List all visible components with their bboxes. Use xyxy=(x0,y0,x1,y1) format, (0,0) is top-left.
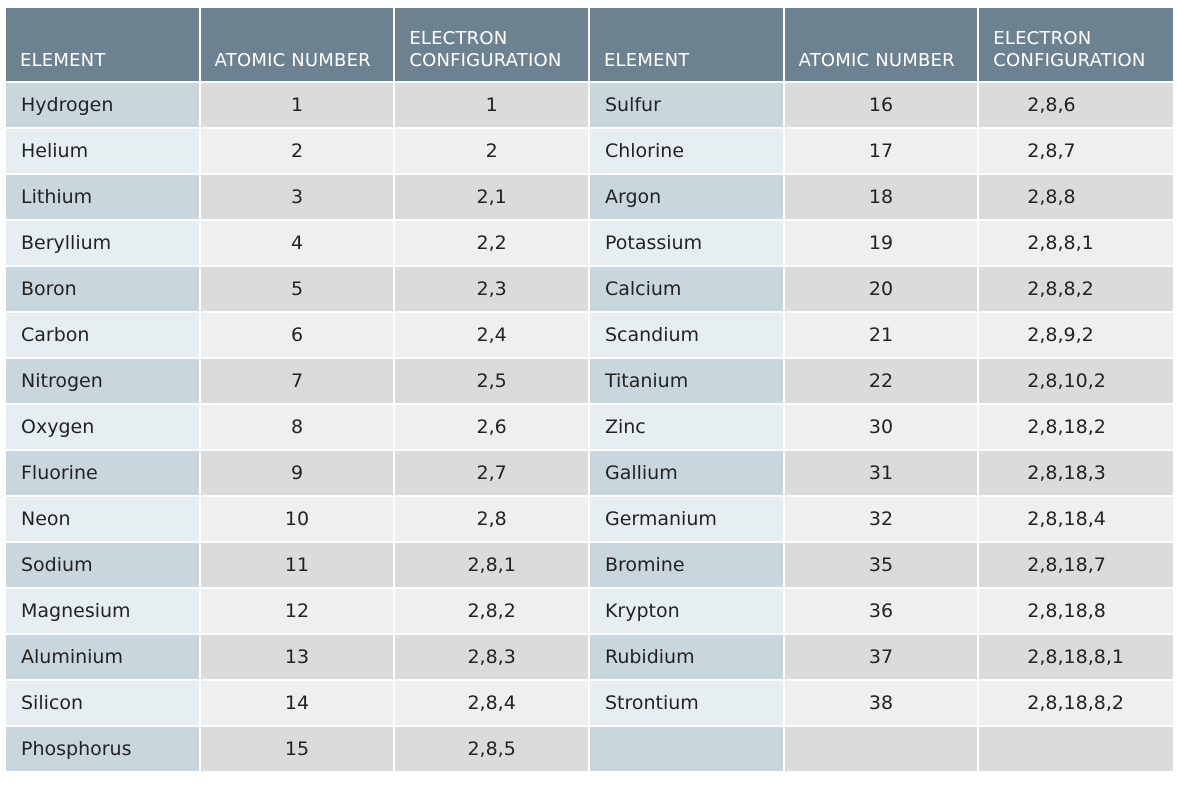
electron-configuration-cell: 2,8,18,2 xyxy=(979,405,1173,449)
header-electron-configuration: ELECTRON CONFIGURATION xyxy=(395,8,588,81)
element-name-cell: Argon xyxy=(590,175,783,219)
atomic-number-cell xyxy=(785,727,978,771)
atomic-number-cell: 35 xyxy=(785,543,978,587)
electron-configuration-cell: 2,8,18,8,1 xyxy=(979,635,1173,679)
element-name-cell: Calcium xyxy=(590,267,783,311)
table-row xyxy=(6,727,1173,771)
element-name-cell: Magnesium xyxy=(6,589,199,633)
element-name-cell: Boron xyxy=(6,267,199,311)
element-name-cell: Fluorine xyxy=(6,451,199,495)
table-row xyxy=(6,267,1173,311)
electron-configuration-cell: 2 xyxy=(395,129,588,173)
electron-configuration-cell: 2,8,6 xyxy=(979,83,1173,127)
atomic-number-cell: 19 xyxy=(785,221,978,265)
element-name-cell: Scandium xyxy=(590,313,783,357)
electron-configuration-cell: 2,8,3 xyxy=(395,635,588,679)
atomic-number-cell: 21 xyxy=(785,313,978,357)
element-name-cell: Bromine xyxy=(590,543,783,587)
element-name-cell: Gallium xyxy=(590,451,783,495)
element-name-cell: Potassium xyxy=(590,221,783,265)
electron-configuration-cell: 2,1 xyxy=(395,175,588,219)
element-name-cell: Rubidium xyxy=(590,635,783,679)
electron-configuration-cell: 2,8,18,7 xyxy=(979,543,1173,587)
elements-table xyxy=(4,6,1175,773)
atomic-number-cell: 22 xyxy=(785,359,978,403)
atomic-number-cell: 16 xyxy=(785,83,978,127)
atomic-number-cell: 17 xyxy=(785,129,978,173)
table-row xyxy=(6,405,1173,449)
atomic-number-cell: 10 xyxy=(201,497,394,541)
table-row xyxy=(6,221,1173,265)
element-name-cell: Aluminium xyxy=(6,635,199,679)
table-row xyxy=(6,359,1173,403)
element-name-cell: Oxygen xyxy=(6,405,199,449)
electron-configuration-cell: 2,4 xyxy=(395,313,588,357)
header-element-2: ELEMENT xyxy=(590,8,783,81)
atomic-number-cell: 30 xyxy=(785,405,978,449)
element-name-cell: Sulfur xyxy=(590,83,783,127)
electron-configuration-cell: 2,8,18,3 xyxy=(979,451,1173,495)
element-name-cell: Silicon xyxy=(6,681,199,725)
electron-configuration-cell: 2,8,8,2 xyxy=(979,267,1173,311)
element-name-cell: Sodium xyxy=(6,543,199,587)
atomic-number-cell: 8 xyxy=(201,405,394,449)
table-row xyxy=(6,129,1173,173)
table-row xyxy=(6,635,1173,679)
atomic-number-cell: 9 xyxy=(201,451,394,495)
atomic-number-cell: 20 xyxy=(785,267,978,311)
electron-configuration-cell: 2,8,7 xyxy=(979,129,1173,173)
atomic-number-cell: 4 xyxy=(201,221,394,265)
electron-configuration-cell xyxy=(979,727,1173,771)
atomic-number-cell: 36 xyxy=(785,589,978,633)
atomic-number-cell: 1 xyxy=(201,83,394,127)
header-atomic-number-2: ATOMIC NUMBER xyxy=(785,8,978,81)
atomic-number-cell: 12 xyxy=(201,589,394,633)
element-name-cell: Helium xyxy=(6,129,199,173)
electron-configuration-cell: 2,3 xyxy=(395,267,588,311)
electron-configuration-cell: 2,8,5 xyxy=(395,727,588,771)
electron-configuration-cell: 2,7 xyxy=(395,451,588,495)
atomic-number-cell: 7 xyxy=(201,359,394,403)
table-row xyxy=(6,83,1173,127)
element-name-cell: Germanium xyxy=(590,497,783,541)
electron-configuration-cell: 2,8,4 xyxy=(395,681,588,725)
element-name-cell: Strontium xyxy=(590,681,783,725)
header-atomic-number: ATOMIC NUMBER xyxy=(201,8,394,81)
electron-configuration-cell: 2,8,18,8,2 xyxy=(979,681,1173,725)
element-name-cell: Chlorine xyxy=(590,129,783,173)
atomic-number-cell: 15 xyxy=(201,727,394,771)
atomic-number-cell: 5 xyxy=(201,267,394,311)
atomic-number-cell: 6 xyxy=(201,313,394,357)
atomic-number-cell: 3 xyxy=(201,175,394,219)
table-row xyxy=(6,313,1173,357)
atomic-number-cell: 14 xyxy=(201,681,394,725)
atomic-number-cell: 37 xyxy=(785,635,978,679)
atomic-number-cell: 32 xyxy=(785,497,978,541)
electron-configuration-cell: 2,5 xyxy=(395,359,588,403)
electron-configuration-cell: 2,8,8 xyxy=(979,175,1173,219)
atomic-number-cell: 2 xyxy=(201,129,394,173)
atomic-number-cell: 38 xyxy=(785,681,978,725)
electron-configuration-cell: 1 xyxy=(395,83,588,127)
element-name-cell: Carbon xyxy=(6,313,199,357)
element-name-cell: Beryllium xyxy=(6,221,199,265)
table-row xyxy=(6,497,1173,541)
electron-configuration-cell: 2,8,1 xyxy=(395,543,588,587)
electron-configuration-cell: 2,8,8,1 xyxy=(979,221,1173,265)
element-name-cell: Krypton xyxy=(590,589,783,633)
electron-configuration-cell: 2,8,18,8 xyxy=(979,589,1173,633)
element-name-cell: Hydrogen xyxy=(6,83,199,127)
element-name-cell: Lithium xyxy=(6,175,199,219)
header-electron-configuration-2: ELECTRON CONFIGURATION xyxy=(979,8,1173,81)
element-name-cell: Neon xyxy=(6,497,199,541)
header-element: ELEMENT xyxy=(6,8,199,81)
header-row xyxy=(6,8,1173,81)
electron-configuration-cell: 2,8,10,2 xyxy=(979,359,1173,403)
electron-configuration-cell: 2,8,9,2 xyxy=(979,313,1173,357)
element-name-cell: Phosphorus xyxy=(6,727,199,771)
element-name-cell: Nitrogen xyxy=(6,359,199,403)
element-name-cell xyxy=(590,727,783,771)
electron-configuration-cell: 2,6 xyxy=(395,405,588,449)
atomic-number-cell: 31 xyxy=(785,451,978,495)
electron-configuration-cell: 2,8,2 xyxy=(395,589,588,633)
table-row xyxy=(6,589,1173,633)
element-name-cell: Titanium xyxy=(590,359,783,403)
atomic-number-cell: 11 xyxy=(201,543,394,587)
table-row xyxy=(6,451,1173,495)
table-row xyxy=(6,543,1173,587)
element-name-cell: Zinc xyxy=(590,405,783,449)
atomic-number-cell: 13 xyxy=(201,635,394,679)
atomic-number-cell: 18 xyxy=(785,175,978,219)
electron-configuration-cell: 2,2 xyxy=(395,221,588,265)
electron-configuration-cell: 2,8 xyxy=(395,497,588,541)
electron-configuration-cell: 2,8,18,4 xyxy=(979,497,1173,541)
table-row xyxy=(6,175,1173,219)
table-row xyxy=(6,681,1173,725)
